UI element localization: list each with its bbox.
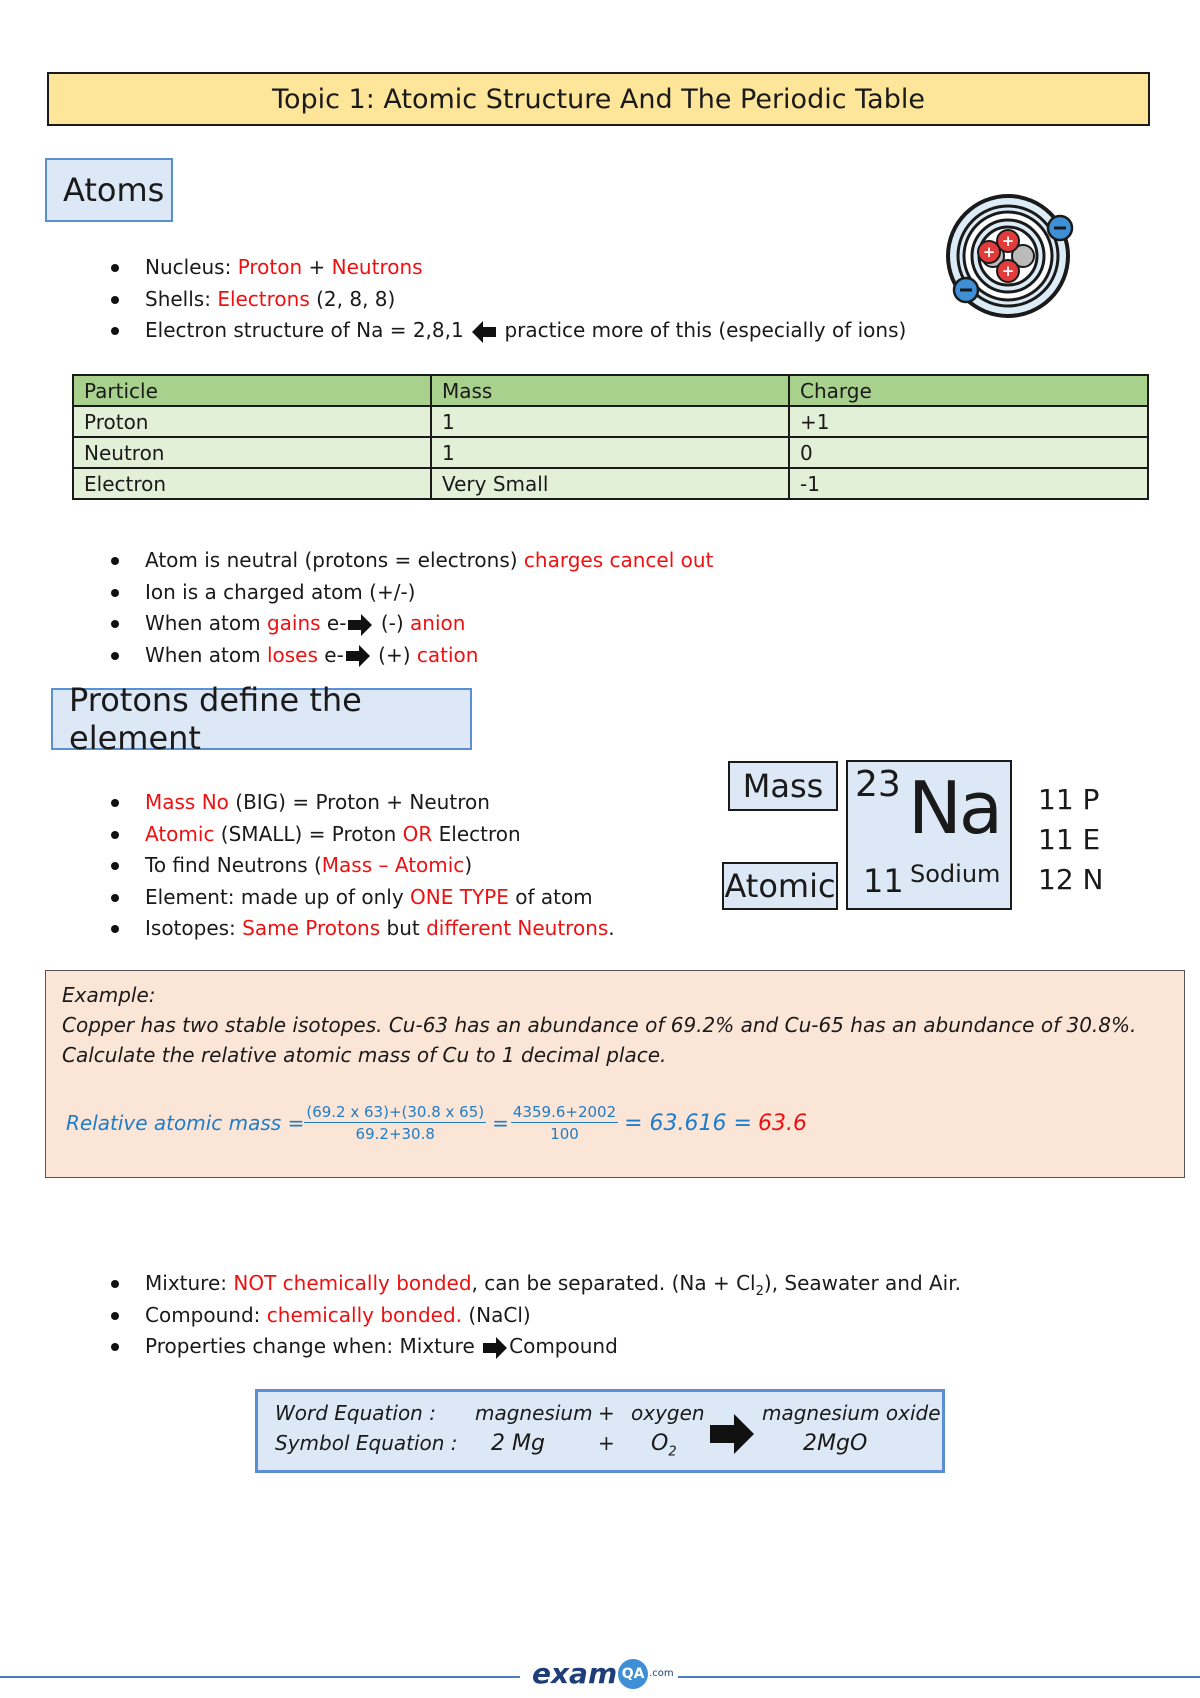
fraction-numerator: 4359.6+2002 bbox=[512, 1103, 617, 1121]
list-item bbox=[145, 608, 713, 640]
list-item bbox=[145, 1331, 961, 1363]
symbol-product: 2MgO bbox=[803, 1431, 868, 1456]
atomic-label bbox=[722, 862, 838, 910]
word-equation-label: Word Equation : bbox=[275, 1401, 436, 1425]
list-item bbox=[145, 640, 713, 672]
bullet-text: Element: made up of only bbox=[145, 884, 411, 909]
bullet-text: Electron bbox=[432, 821, 521, 846]
footer-divider bbox=[678, 1676, 1200, 1678]
fraction-denominator: 69.2+30.8 bbox=[355, 1125, 435, 1143]
bullet-text: Electron structure of Na = 2,8,1 bbox=[145, 318, 464, 342]
bullet-highlight: chemically bonded. bbox=[266, 1302, 462, 1327]
product: magnesium oxide bbox=[762, 1401, 941, 1425]
bullet-text: practice more of this (especially of ions) bbox=[498, 318, 907, 342]
bullet-text: (+) bbox=[371, 642, 417, 667]
bullet-text: Shells: bbox=[145, 286, 218, 311]
bullet-highlight: cation bbox=[416, 642, 479, 667]
bullet-text: Properties change when: Mixture bbox=[145, 1334, 482, 1358]
bullet-text: (2, 8, 8) bbox=[309, 286, 396, 311]
svg-text:+: + bbox=[1001, 232, 1015, 250]
bullet-text: e- bbox=[320, 611, 347, 635]
arrow-right-icon bbox=[348, 614, 372, 636]
example-question-line: Calculate the relative atomic mass of Cu to 1 decimal place. bbox=[62, 1043, 667, 1067]
calc-result: = 63.616 = bbox=[624, 1110, 752, 1136]
protons-bullet-list bbox=[145, 787, 615, 945]
bullet-text: Ion is a charged atom (+/-) bbox=[145, 579, 416, 604]
section-header-atoms-text: Atoms bbox=[63, 171, 165, 209]
table-header-cell: Particle bbox=[73, 375, 431, 406]
footer-logo bbox=[532, 1657, 674, 1690]
table-cell: +1 bbox=[789, 406, 1148, 437]
example-heading: Example: bbox=[62, 983, 156, 1007]
atomic-label-text: Atomic bbox=[724, 867, 836, 905]
element-tile bbox=[846, 760, 1012, 910]
bullet-text: Nucleus: bbox=[145, 255, 238, 279]
neutron-count: 12 N bbox=[1038, 863, 1104, 896]
section-header-atoms bbox=[45, 158, 173, 222]
bullet-text: + bbox=[302, 255, 332, 279]
bullet-highlight: Atomic bbox=[145, 821, 215, 846]
bullet-highlight: Mass – Atomic bbox=[321, 853, 465, 877]
symbol-equation-label: Symbol Equation : bbox=[275, 1431, 458, 1455]
bullet-highlight: charges cancel out bbox=[523, 548, 714, 572]
atoms-bullet-list bbox=[145, 252, 906, 347]
arrow-left-icon bbox=[472, 321, 496, 343]
bullet-text: , can be separated. (Na + Cl bbox=[471, 1271, 756, 1295]
arrow-right-icon bbox=[483, 1337, 507, 1359]
bullet-text: of atom bbox=[508, 884, 593, 909]
table-row bbox=[73, 406, 1148, 437]
plus-sign: + bbox=[598, 1401, 615, 1425]
bullet-highlight: Proton bbox=[237, 255, 303, 279]
bullet-text: Mixture: bbox=[145, 1271, 234, 1295]
footer-brand: exam bbox=[532, 1657, 618, 1690]
fraction-numerator: (69.2 x 63)+(30.8 x 65) bbox=[306, 1103, 485, 1121]
bullet-text: . bbox=[608, 916, 615, 940]
atom-icon bbox=[944, 190, 1076, 320]
bullet-text: When atom bbox=[145, 611, 267, 635]
table-cell: Neutron bbox=[73, 437, 431, 468]
equation-box bbox=[255, 1389, 945, 1473]
ion-bullet-list bbox=[145, 545, 713, 671]
bullet-text: To find Neutrons ( bbox=[145, 853, 322, 877]
subscript: 2 bbox=[755, 1284, 764, 1299]
svg-text:+: + bbox=[982, 243, 996, 261]
fraction-2 bbox=[511, 1103, 618, 1143]
list-item bbox=[145, 913, 615, 945]
particle-table bbox=[72, 374, 1149, 500]
bullet-text: (BIG) = Proton + Neutron bbox=[228, 790, 490, 814]
list-item bbox=[145, 577, 713, 609]
bullet-highlight: Electrons bbox=[217, 286, 310, 311]
table-header-row bbox=[73, 375, 1148, 406]
arrow-right-icon bbox=[346, 645, 370, 667]
proton-count: 11 P bbox=[1038, 783, 1100, 816]
section-header-protons-text: Protons define the element bbox=[69, 681, 362, 757]
bullet-highlight: ONE TYPE bbox=[410, 884, 509, 909]
reactant-1: magnesium bbox=[475, 1401, 593, 1425]
bullet-text: ), Seawater and Air. bbox=[763, 1271, 961, 1295]
table-cell: Proton bbox=[73, 406, 431, 437]
table-cell: 0 bbox=[789, 437, 1148, 468]
footer-divider bbox=[0, 1676, 520, 1678]
fraction-1 bbox=[304, 1103, 486, 1143]
bullet-text: e- bbox=[317, 642, 344, 667]
bullet-text: but bbox=[380, 916, 427, 940]
list-item bbox=[145, 545, 713, 577]
atomic-number: 11 bbox=[863, 862, 904, 900]
calc-answer: 63.6 bbox=[757, 1110, 807, 1136]
table-header-cell: Charge bbox=[789, 375, 1148, 406]
footer-suffix: .com bbox=[649, 1668, 674, 1679]
footer-badge: QA bbox=[618, 1659, 648, 1689]
element-symbol: Na bbox=[908, 766, 1000, 850]
fraction-denominator: 100 bbox=[550, 1125, 579, 1143]
example-question-line: Copper has two stable isotopes. Cu-63 has an abundance of 69.2% and Cu-65 has an abundance of 30.8%. bbox=[62, 1013, 1137, 1037]
mass-label bbox=[728, 761, 838, 811]
list-item bbox=[145, 315, 906, 347]
bullet-highlight: anion bbox=[410, 611, 466, 635]
bullet-text: (NaCl) bbox=[462, 1302, 531, 1327]
bullet-text: Compound bbox=[509, 1334, 618, 1358]
list-item bbox=[145, 819, 615, 851]
table-cell: 1 bbox=[431, 437, 789, 468]
list-item bbox=[145, 850, 615, 882]
example-box bbox=[45, 970, 1185, 1178]
electron-count: 11 E bbox=[1038, 823, 1101, 856]
bullet-text: Atom is neutral (protons = electrons) bbox=[145, 548, 524, 572]
bullet-text: Compound: bbox=[145, 1302, 267, 1327]
table-cell: Electron bbox=[73, 468, 431, 499]
table-cell: Very Small bbox=[431, 468, 789, 499]
particle-counts bbox=[1038, 780, 1103, 900]
bullet-text: (-) bbox=[374, 611, 411, 635]
mixture-bullet-list bbox=[145, 1268, 961, 1363]
table-header-cell: Mass bbox=[431, 375, 789, 406]
symbol-reactant-1: 2 Mg bbox=[491, 1431, 545, 1456]
subscript: 2 bbox=[668, 1444, 677, 1460]
bullet-highlight: Neutrons bbox=[331, 255, 423, 279]
element-name: Sodium bbox=[910, 860, 1001, 888]
bullet-text: ) bbox=[464, 853, 473, 877]
bullet-text: Isotopes: bbox=[145, 916, 243, 940]
example-calculation bbox=[66, 1103, 807, 1143]
list-item bbox=[145, 882, 615, 914]
list-item bbox=[145, 284, 906, 316]
page-title bbox=[47, 72, 1150, 126]
list-item bbox=[145, 1268, 961, 1300]
table-row bbox=[73, 468, 1148, 499]
bullet-highlight: loses bbox=[266, 642, 318, 667]
svg-text:+: + bbox=[1001, 262, 1015, 280]
bullet-highlight: Mass No bbox=[145, 790, 229, 814]
bullet-text: (SMALL) = Proton bbox=[214, 821, 403, 846]
list-item bbox=[145, 1300, 961, 1332]
reactant-2: oxygen bbox=[631, 1401, 705, 1425]
symbol-o: O bbox=[651, 1431, 669, 1456]
equals-sign: = bbox=[492, 1111, 509, 1135]
list-item bbox=[145, 252, 906, 284]
bullet-highlight: NOT bbox=[233, 1271, 277, 1295]
bullet-highlight: different Neutrons bbox=[426, 916, 609, 940]
bullet-highlight: OR bbox=[402, 821, 433, 846]
plus-sign: + bbox=[598, 1431, 615, 1455]
mass-label-text: Mass bbox=[742, 767, 824, 805]
bullet-highlight: Same Protons bbox=[242, 916, 381, 940]
table-cell: 1 bbox=[431, 406, 789, 437]
bullet-highlight: chemically bonded bbox=[282, 1271, 472, 1295]
arrow-right-icon bbox=[710, 1414, 754, 1454]
mass-number: 23 bbox=[855, 764, 901, 805]
page-title-text: Topic 1: Atomic Structure And The Periodic Table bbox=[272, 83, 925, 115]
bullet-text: When atom bbox=[145, 642, 267, 667]
section-header-protons bbox=[51, 681, 472, 757]
calc-label: Relative atomic mass = bbox=[66, 1111, 305, 1135]
symbol-reactant-2 bbox=[651, 1431, 677, 1459]
list-item bbox=[145, 787, 615, 819]
bullet-highlight: gains bbox=[266, 611, 321, 635]
table-row bbox=[73, 437, 1148, 468]
table-cell: -1 bbox=[789, 468, 1148, 499]
